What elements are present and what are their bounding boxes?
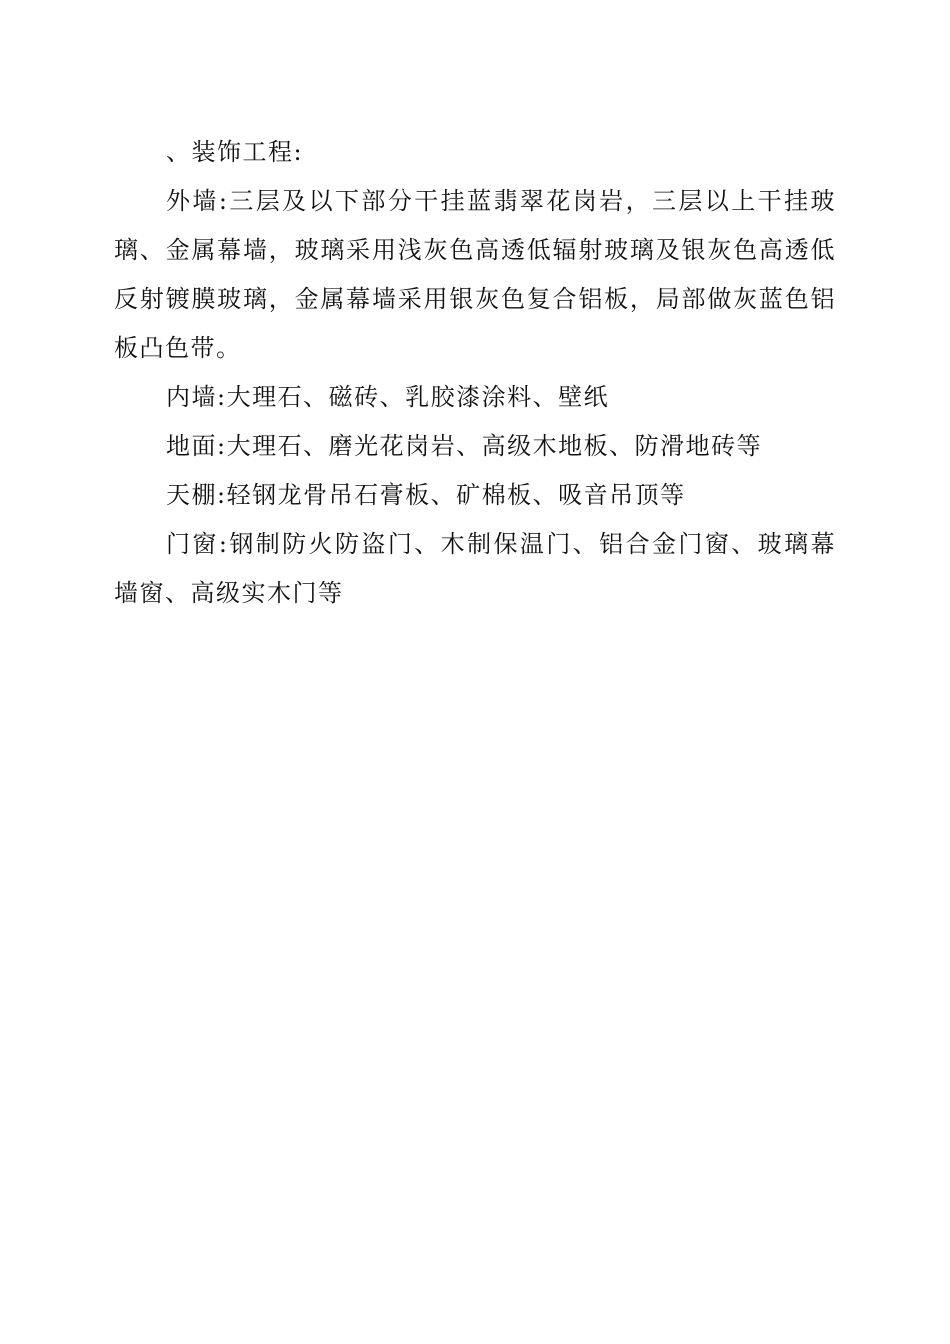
section-heading: 、装饰工程: bbox=[166, 138, 304, 166]
paragraph-exterior-wall: 外墙:三层及以下部分干挂蓝翡翠花岗岩，三层以上干挂玻璃、金属幕墙，玻璃采用浅灰色高透低辐射玻璃及银灰色高透低反射镀膜玻璃，金属幕墙采用银灰色复合铝板，局部做灰蓝色铝板凸色带。 bbox=[114, 187, 836, 362]
paragraph-interior-wall: 内墙:大理石、磁砖、乳胶漆涂料、壁纸 bbox=[166, 383, 610, 411]
paragraph-ceiling: 天棚:轻钢龙骨吊石膏板、矿棉板、吸音吊顶等 bbox=[166, 481, 686, 509]
document-body bbox=[114, 128, 836, 618]
paragraph-doors-windows: 门窗:钢制防火防盗门、木制保温门、铝合金门窗、玻璃幕墙窗、高级实木门等 bbox=[114, 530, 836, 607]
paragraph-floor: 地面:大理石、磨光花岗岩、高级木地板、防滑地砖等 bbox=[166, 432, 763, 460]
